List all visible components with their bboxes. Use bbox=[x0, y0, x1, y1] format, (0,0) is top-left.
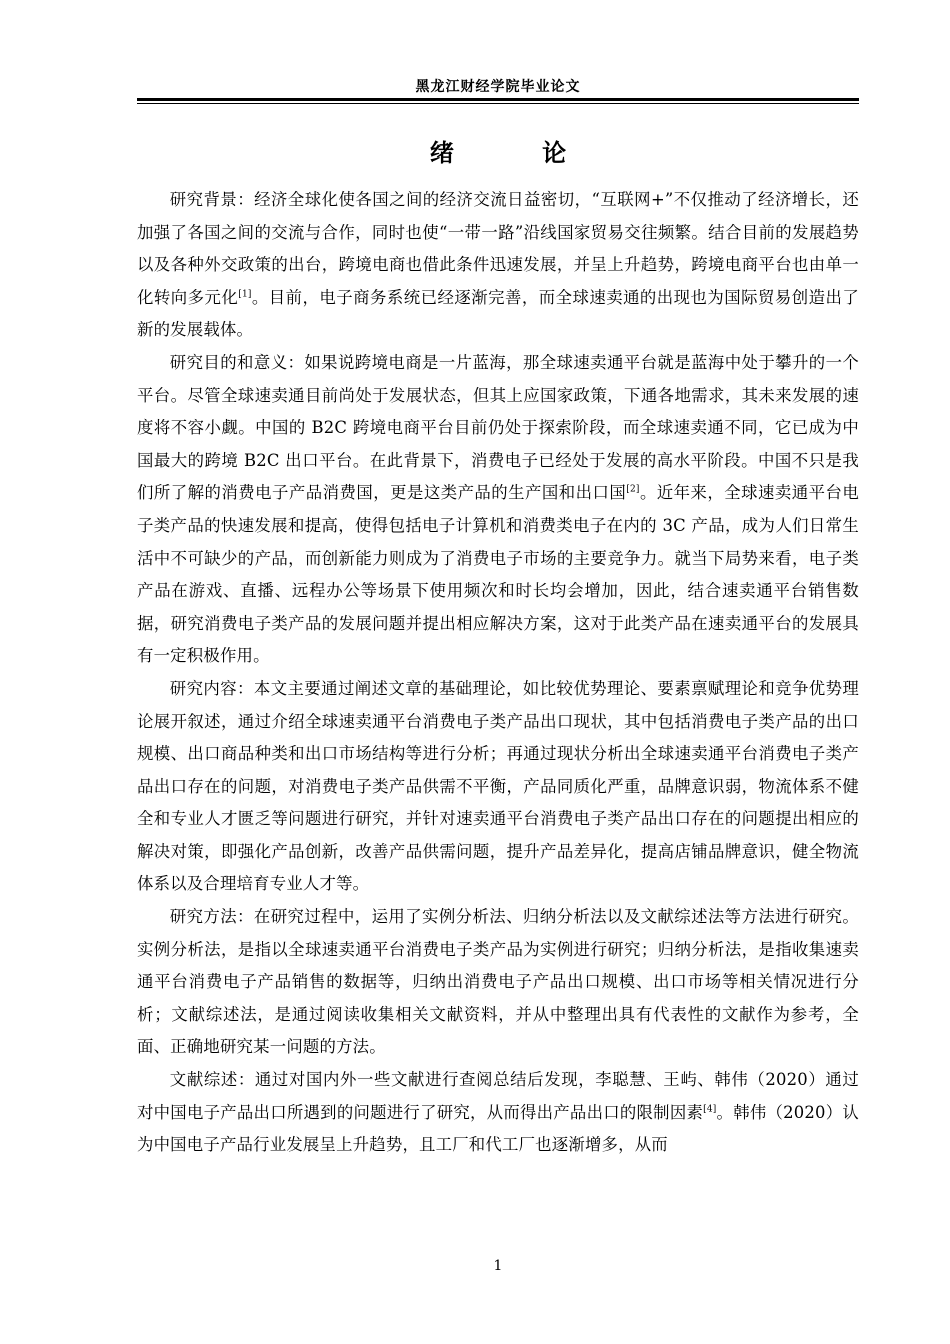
chapter-title bbox=[137, 133, 859, 168]
paragraph-text: 研究方法：在研究过程中，运用了实例分析法、归纳分析法以及文献综述法等方法进行研究。实例分析法，是指以全球速卖通平台消费电子类产品为实例进行研究；归纳分析法，是指收集速卖通平台消费电子产品销售的数据等，归纳出消费电子产品出口规模、出口市场等相关情况进行分析；文献综述法，是通过阅读收集相关文献资料，并从中整理出具有代表性的文献作为参考，全面、正确地研究某一问题的方法。 bbox=[137, 907, 859, 1057]
running-header: 黑龙江财经学院毕业论文 bbox=[415, 79, 581, 95]
header-rule-thick bbox=[137, 98, 859, 101]
paragraph-purpose bbox=[137, 347, 859, 673]
paragraph-text: 。目前，电子商务系统已经逐渐完善，而全球速卖通的出现也为国际贸易创造出了新的发展载体。 bbox=[137, 287, 859, 340]
paragraph-content bbox=[137, 673, 859, 901]
paragraph-review bbox=[137, 1064, 859, 1162]
citation-ref: [2] bbox=[626, 484, 640, 495]
paragraph-text: 。近年来，全球速卖通平台电子类产品的快速发展和提高，使得包括电子计算机和消费类电子在内的 3C 产品，成为人们日常生活中不可缺少的产品，而创新能力则成为了消费电子市场的主要竞争力。就当下局势来看，电子类产品在游戏、直播、远程办公等场景下使用频次和时长均会增加，因此，结合速卖通平台销售数据，研究消费电子类产品的发展问题并提出相应解决方案，这对于此类产品在速卖通平台的发展具有一定积极作用。 bbox=[137, 483, 859, 666]
citation-ref: [1] bbox=[238, 289, 252, 300]
paragraph-background bbox=[137, 184, 859, 347]
paragraph-text: 研究内容：本文主要通过阐述文章的基础理论，如比较优势理论、要素禀赋理论和竞争优势理论展开叙述，通过介绍全球速卖通平台消费电子类产品出口现状，其中包括消费电子类产品的出口规模、出口商品种类和出口市场结构等进行分析；再通过现状分析出全球速卖通平台消费电子类产品出口存在的问题，对消费电子类产品供需不平衡，产品同质化严重，品牌意识弱，物流体系不健全和专业人才匮乏等问题进行研究，并针对速卖通平台消费电子类产品出口存在的问题提出相应的解决对策，即强化产品创新，改善产品供需问题，提升产品差异化，提高店铺品牌意识，健全物流体系以及合理培育专业人才等。 bbox=[137, 678, 859, 894]
paragraph-text: 文献综述：通过对国内外一些文献进行查阅总结后发现，李聪慧、王屿、韩伟（2020）通过对中国电子产品出口所遇到的问题进行了研究，从而得出产品出口的限制因素 bbox=[137, 1070, 859, 1122]
paragraph-text: 。韩伟（2020）认为中国电子产品行业发展呈上升趋势，且工厂和代工厂也逐渐增多，从而 bbox=[137, 1102, 859, 1155]
paragraph-text: 研究目的和意义：如果说跨境电商是一片蓝海，那全球速卖通平台就是蓝海中处于攀升的一个平台。尽管全球速卖通目前尚处于发展状态，但其上应国家政策，下通各地需求，其未来发展的速度将不容小觑。中国的 B2C 跨境电商平台目前仍处于探索阶段，而全球速卖通不同，它已成为中国最大的跨境 B2C 出口平台。在此背景下，消费电子已经处于发展的高水平阶段。中国不只是我们所了解的消费电子产品消费国，更是这类产品的生产国和出口国 bbox=[137, 352, 859, 503]
paragraph-text: 研究背景：经济全球化使各国之间的经济交流日益密切，“互联网+”不仅推动了经济增长，还加强了各国之间的交流与合作，同时也使“一带一路”沿线国家贸易交往频繁。结合目前的发展趋势以及各种外交政策的出台，跨境电商也借此条件迅速发展，并呈上升趋势，跨境电商平台也由单一化转向多元化 bbox=[137, 190, 859, 307]
paragraph-method bbox=[137, 901, 859, 1064]
body-text bbox=[137, 184, 859, 1162]
page-number: 1 bbox=[493, 1258, 503, 1274]
chapter-title-text: 绪 论 bbox=[429, 138, 607, 167]
citation-ref: [4] bbox=[703, 1104, 717, 1115]
header-rule-thin bbox=[137, 103, 859, 104]
